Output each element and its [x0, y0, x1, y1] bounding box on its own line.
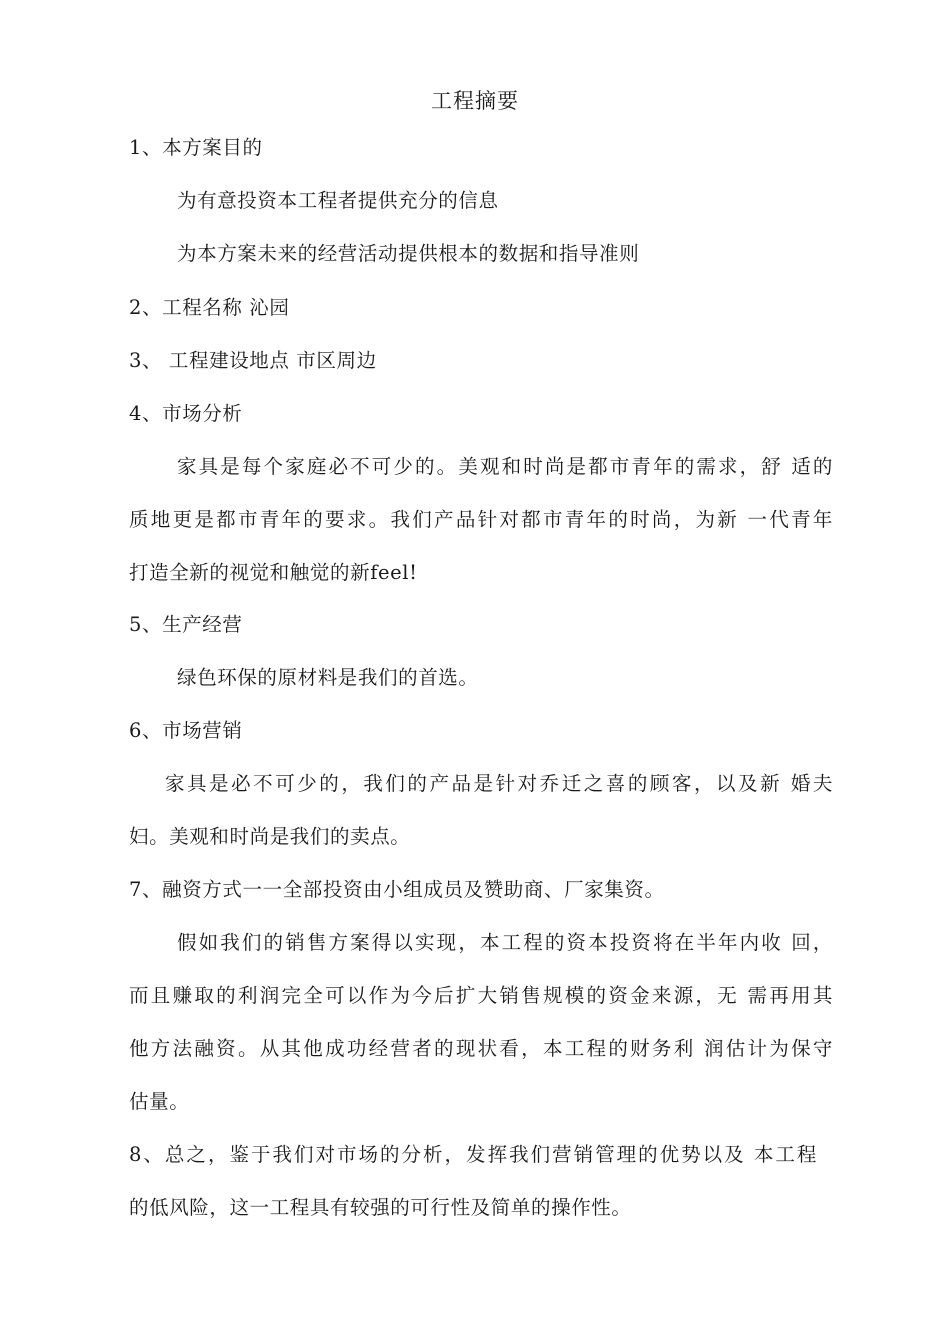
- section-7-paragraph-line-4: 估量。: [129, 1090, 190, 1113]
- section-4-paragraph-line-1: 家具是每个家庭必不可少的。美观和时尚是都市青年的需求，舒 适的: [177, 455, 833, 478]
- section-7-paragraph-line-3: 他方法融资。从其他成功经营者的现状看，本工程的财务利 润估计为保守: [129, 1037, 833, 1060]
- section-5-heading: 5、生产经营: [129, 613, 243, 636]
- section-1-paragraph-1: 为有意投资本工程者提供充分的信息: [177, 189, 499, 212]
- section-7-paragraph-line-2: 而且赚取的利润完全可以作为今后扩大销售规模的资金来源，无 需再用其: [129, 984, 833, 1007]
- section-6-heading: 6、市场营销: [129, 719, 243, 742]
- section-1-paragraph-2: 为本方案未来的经营活动提供根本的数据和指导准则: [177, 242, 640, 265]
- section-6-paragraph-line-1: 家具是必不可少的，我们的产品是针对乔迁之喜的顾客，以及新 婚夫: [165, 772, 833, 795]
- section-4-heading: 4、市场分析: [129, 402, 243, 425]
- section-4-paragraph-line-3: 打造全新的视觉和触觉的新feel!: [129, 561, 418, 584]
- section-3-heading: 3、 工程建设地点 市区周边: [129, 349, 377, 372]
- page-title: 工程摘要: [431, 89, 519, 113]
- section-1-heading: 1、本方案目的: [129, 136, 263, 159]
- section-2-heading: 2、工程名称 沁园: [129, 296, 290, 319]
- section-7-paragraph-line-1: 假如我们的销售方案得以实现，本工程的资本投资将在半年内收 回，: [177, 931, 833, 954]
- section-8-heading: 8、总之，鉴于我们对市场的分析，发挥我们营销管理的优势以及 本工程: [129, 1143, 817, 1166]
- section-6-paragraph-line-2: 妇。美观和时尚是我们的卖点。: [129, 825, 411, 848]
- section-7-heading: 7、融资方式一一全部投资由小组成员及赞助商、厂家集资。: [129, 878, 665, 901]
- section-8-paragraph-line-1: 的低风险，这一工程具有较强的可行性及简单的操作性。: [129, 1196, 632, 1219]
- section-4-paragraph-line-2: 质地更是都市青年的要求。我们产品针对都市青年的时尚，为新 一代青年: [129, 508, 833, 531]
- section-5-paragraph: 绿色环保的原材料是我们的首选。: [177, 666, 479, 689]
